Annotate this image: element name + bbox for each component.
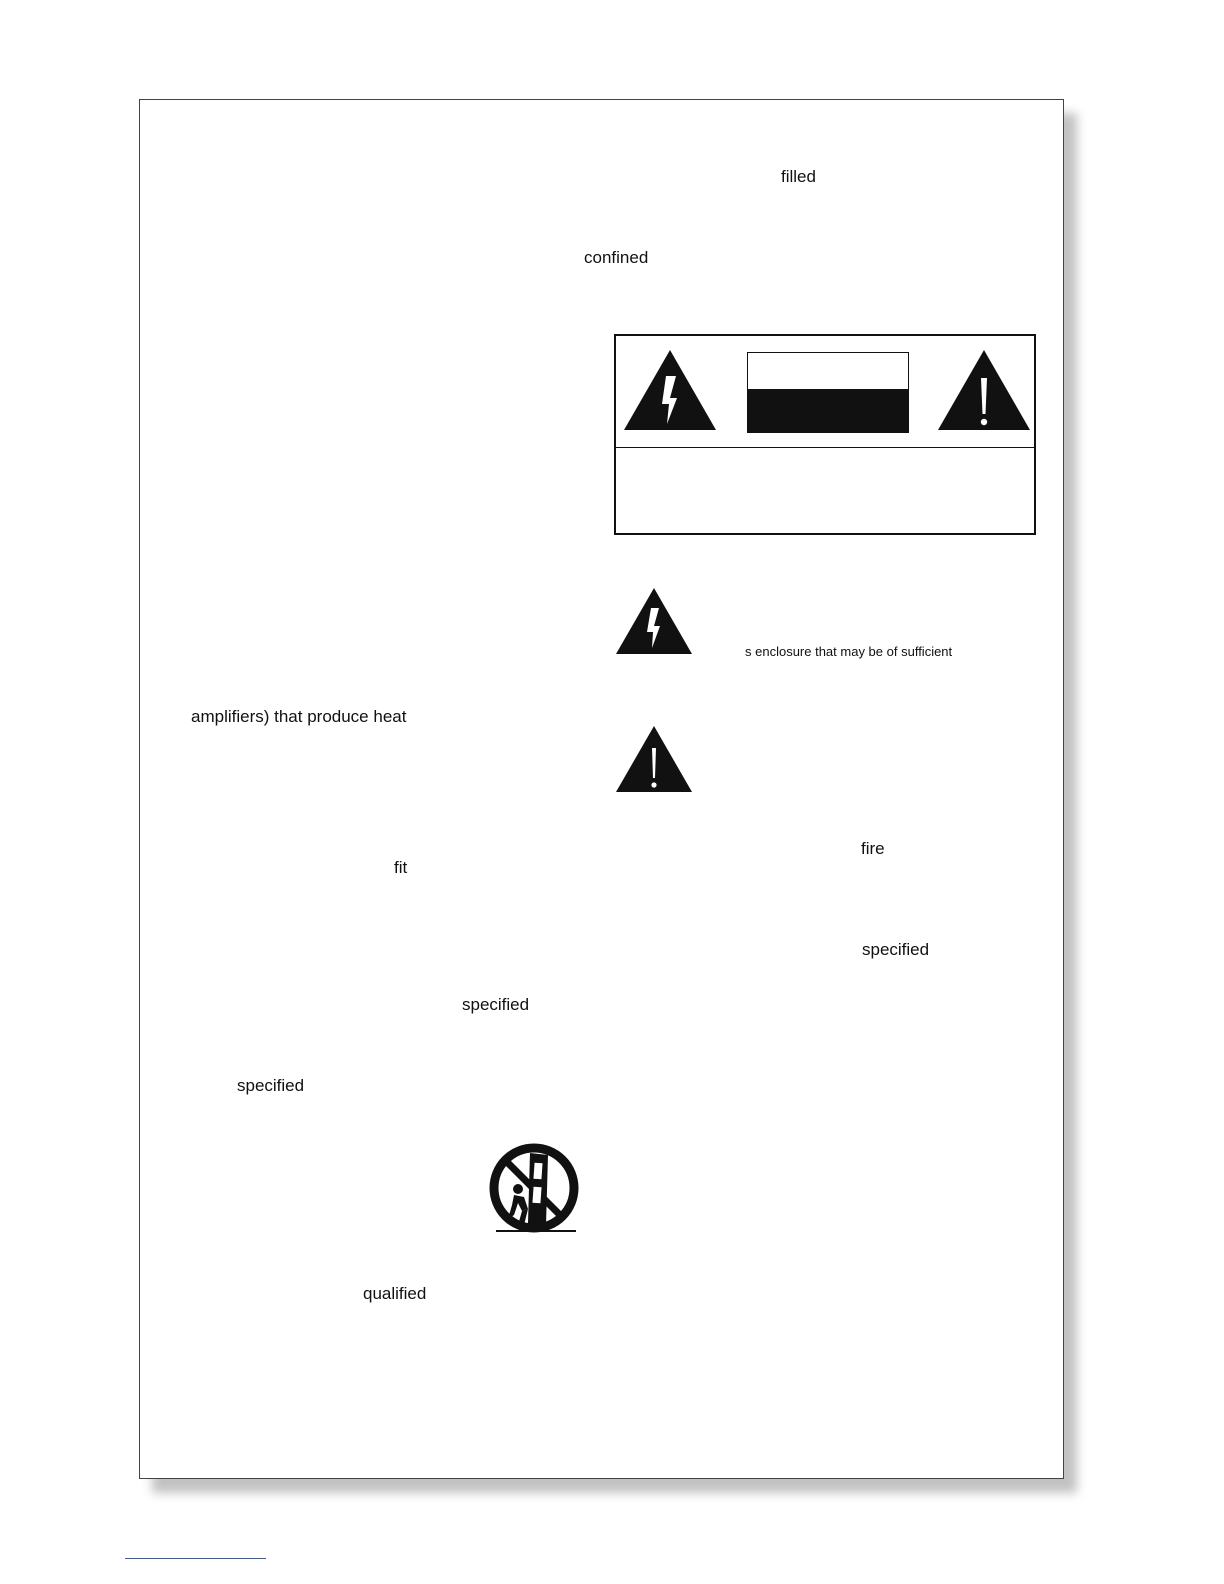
text-fragment-specified-2: specified (237, 1076, 305, 1095)
lightning-triangle-icon (622, 348, 718, 432)
exclamation-triangle-icon (614, 724, 694, 794)
text-fragment-qualified: qualified (363, 1284, 427, 1303)
caution-label-band (748, 389, 908, 433)
exclamation-triangle-icon (936, 348, 1032, 432)
warning-box-divider (616, 447, 1034, 448)
text-fragment-fit: fit (394, 858, 408, 877)
text-fragment-fire: fire (861, 839, 885, 858)
caution-warning-box (614, 334, 1036, 535)
text-fragment-enclosure-note: s enclosure that may be of sufficient (745, 644, 953, 659)
text-fragment-confined: confined (584, 248, 649, 267)
text-fragment-amplifiers-heat: amplifiers) that produce heat (191, 707, 407, 726)
text-fragment-specified-right: specified (862, 940, 930, 959)
text-fragment-filled: filled (781, 167, 816, 186)
text-fragment-specified-1: specified (462, 995, 530, 1014)
lightning-triangle-icon (614, 586, 694, 656)
caution-label (747, 352, 909, 433)
footer-link-rule (125, 1558, 266, 1559)
cart-tip-over-warning-icon (484, 1139, 584, 1239)
page-frame (139, 99, 1064, 1479)
